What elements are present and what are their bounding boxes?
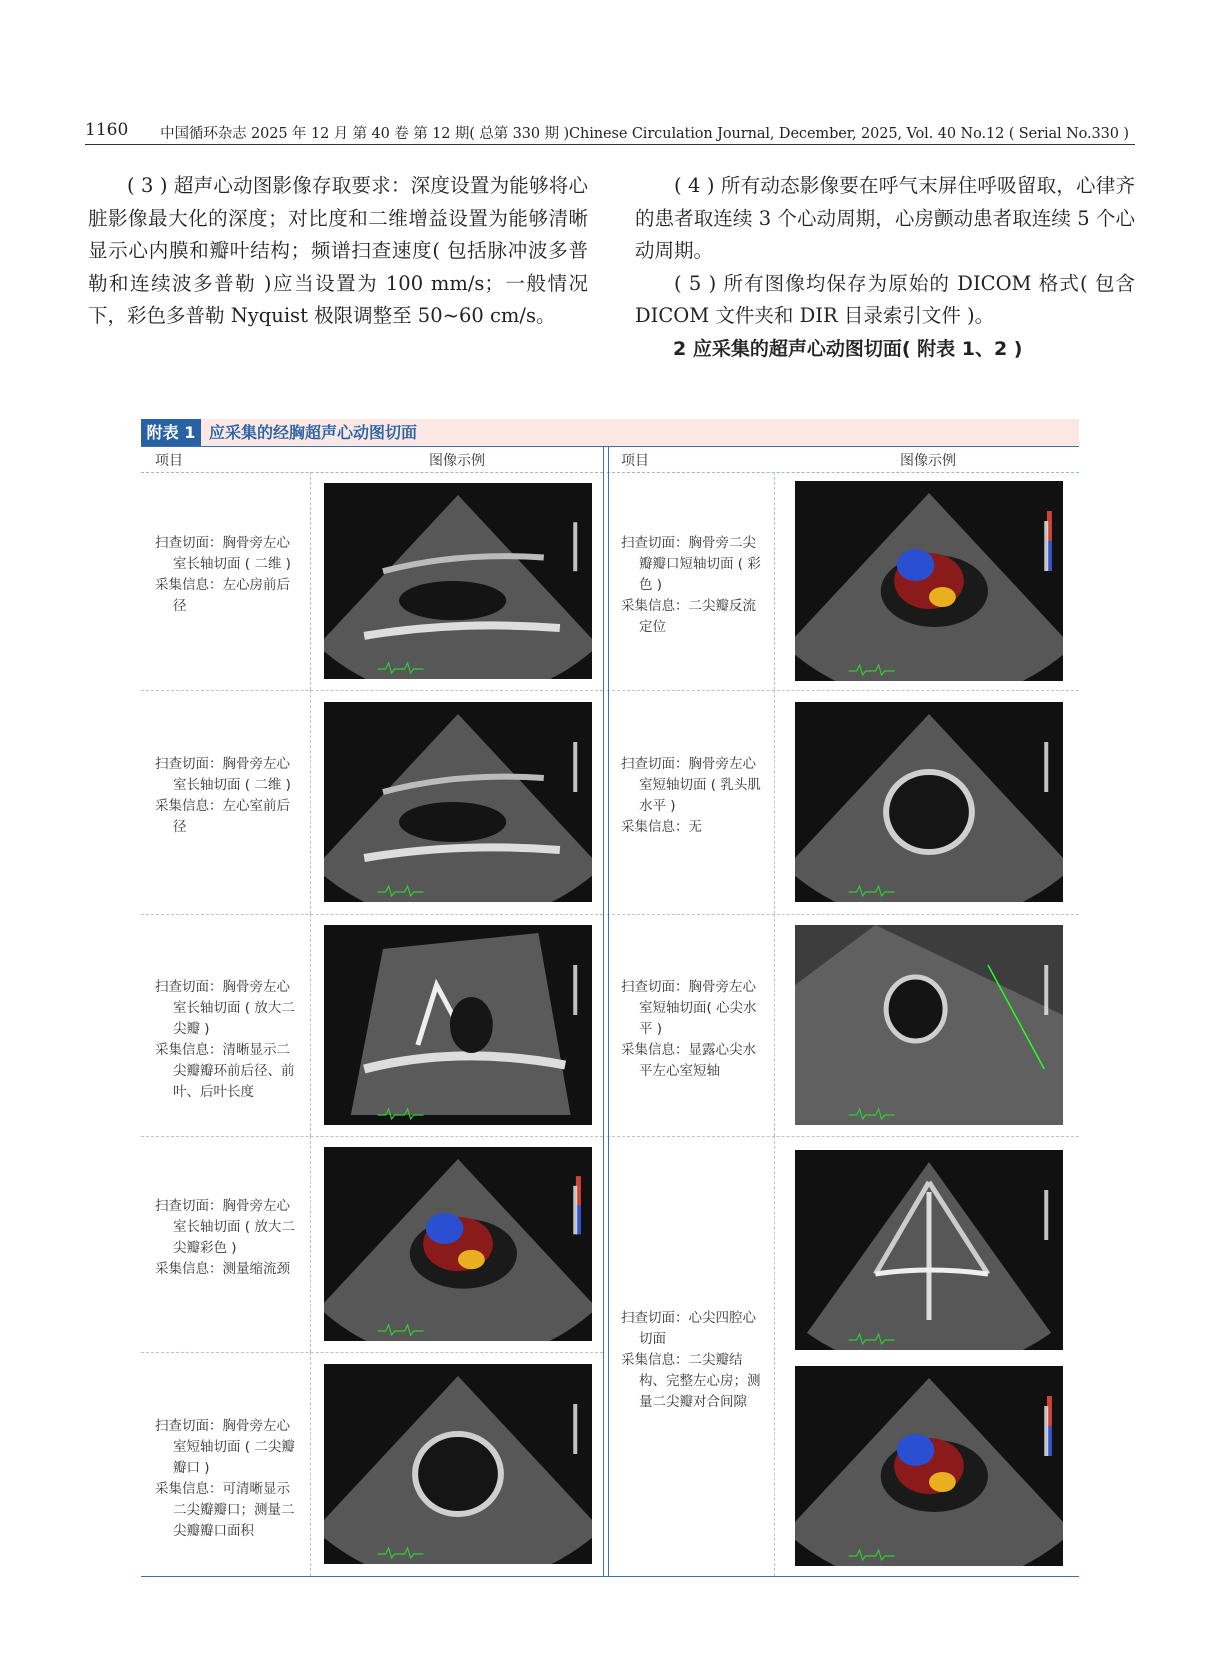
plax-zoom-mv-echo	[324, 925, 592, 1125]
column-separator	[310, 690, 311, 914]
psax-apical-echo	[795, 925, 1063, 1125]
row-description	[155, 533, 300, 617]
table-left-half	[141, 472, 603, 1576]
table-row	[141, 690, 603, 915]
plax-zoom-color-echo	[324, 1147, 592, 1341]
paragraph-3: ( 3 ) 超声心动图影像存取要求：深度设置为能够将心脏影像最大化的深度；对比度和二维增益设置为能够清晰显示心内膜和瓣叶结构；频谱扫查速度( 包括脉冲波多普勒和连续波多普勒 )应当设置为 100 mm/s；一般情况下，彩色多普勒 Nyquist 极限调整至 50~60 cm/s。	[88, 174, 588, 327]
running-header	[85, 118, 1135, 145]
column-separator	[774, 1136, 775, 1576]
column-separator	[310, 1136, 311, 1352]
psax-mv-color-echo	[795, 481, 1063, 681]
column-separator	[774, 690, 775, 914]
scan-view: 扫查切面：胸骨旁左心室长轴切面 ( 放大二尖瓣 )	[155, 979, 295, 1037]
table-bottom-rule	[141, 1576, 1079, 1577]
page-number: 1160	[85, 120, 129, 140]
table-tag: 附表 1	[141, 419, 201, 446]
acquisition-info: 采集信息：二尖瓣结构、完整左心房；测量二尖瓣对合间隙	[621, 1352, 761, 1410]
acquisition-info: 采集信息：二尖瓣反流定位	[621, 598, 756, 635]
scan-view: 扫查切面：胸骨旁左心室短轴切面( 心尖水平 )	[621, 979, 757, 1037]
column-separator	[310, 914, 311, 1136]
header-image: 图像示例	[429, 453, 485, 469]
scan-view: 扫查切面：胸骨旁左心室长轴切面 ( 二维 )	[155, 535, 291, 572]
scan-view: 扫查切面：胸骨旁左心室短轴切面 ( 乳头肌水平 )	[621, 756, 761, 814]
a4c-color-echo	[795, 1366, 1063, 1566]
acquisition-info: 采集信息：清晰显示二尖瓣瓣环前后径、前叶、后叶长度	[155, 1042, 295, 1100]
column-separator	[310, 472, 311, 690]
plax-2d-la-echo	[324, 483, 592, 679]
column-separator	[774, 472, 775, 690]
table-header-left	[141, 446, 603, 473]
row-description	[621, 533, 769, 638]
body-column-right	[635, 170, 1135, 365]
acquisition-info: 采集信息：左心房前后径	[155, 577, 290, 614]
scan-view: 扫查切面：胸骨旁二尖瓣瓣口短轴切面 ( 彩色 )	[621, 535, 761, 593]
paragraph-5: ( 5 ) 所有图像均保存为原始的 DICOM 格式( 包含 DICOM 文件夹和 DIR 目录索引文件 )。	[635, 271, 1135, 327]
table-right-half	[607, 472, 1079, 1576]
table-caption: 应采集的经胸超声心动图切面	[209, 423, 418, 442]
table-row	[607, 1136, 1079, 1576]
header-item: 项目	[155, 453, 183, 469]
row-description	[155, 977, 300, 1103]
table-title-bar	[141, 419, 1079, 447]
body-column-left	[88, 170, 588, 333]
row-description	[621, 1308, 769, 1413]
psax-mv-orifice-echo	[324, 1364, 592, 1564]
column-separator	[774, 914, 775, 1136]
header-item: 项目	[621, 453, 649, 469]
acquisition-info: 采集信息：可清晰显示二尖瓣瓣口；测量二尖瓣瓣口面积	[155, 1481, 295, 1539]
table-row	[141, 1352, 603, 1576]
table-center-divider	[603, 446, 609, 1577]
row-description	[621, 754, 769, 838]
psax-papillary-echo	[795, 702, 1063, 902]
scan-view: 扫查切面：胸骨旁左心室长轴切面 ( 二维 )	[155, 756, 291, 793]
table-row	[607, 914, 1079, 1137]
journal-citation: 中国循环杂志 2025 年 12 月 第 40 卷 第 12 期( 总第 330 期 )Chinese Circulation Journal, December, 2025, Vol. 40 No.12 ( Serial No.330 )	[160, 126, 1129, 142]
row-description	[621, 977, 769, 1082]
paragraph-4: ( 4 ) 所有动态影像要在呼气末屏住呼吸留取，心律齐的患者取连续 3 个心动周期，心房颤动患者取连续 5 个心动周期。	[635, 174, 1135, 262]
acquisition-info: 采集信息：无	[621, 819, 702, 835]
header-image: 图像示例	[900, 453, 956, 469]
table-row	[607, 472, 1079, 691]
scan-view: 扫查切面：胸骨旁左心室短轴切面 ( 二尖瓣瓣口 )	[155, 1418, 295, 1476]
acquisition-info: 采集信息：显露心尖水平左心室短轴	[621, 1042, 756, 1079]
table-row	[141, 472, 603, 691]
acquisition-info: 采集信息：左心室前后径	[155, 798, 290, 835]
table-row	[141, 1136, 603, 1353]
section-heading-2: 2 应采集的超声心动图切面( 附表 1、2 )	[673, 337, 1023, 360]
a4c-echo	[795, 1150, 1063, 1350]
plax-2d-lv-echo	[324, 702, 592, 902]
row-description	[155, 1416, 300, 1542]
table-row	[141, 914, 603, 1137]
table-row	[607, 690, 1079, 915]
row-description	[155, 754, 300, 838]
scan-view: 扫查切面：心尖四腔心切面	[621, 1310, 756, 1347]
scan-view: 扫查切面：胸骨旁左心室长轴切面 ( 放大二尖瓣彩色 )	[155, 1198, 295, 1256]
row-description	[155, 1196, 300, 1280]
table-header-right	[607, 446, 1079, 473]
acquisition-info: 采集信息：测量缩流颈	[155, 1261, 290, 1277]
column-separator	[310, 1352, 311, 1576]
